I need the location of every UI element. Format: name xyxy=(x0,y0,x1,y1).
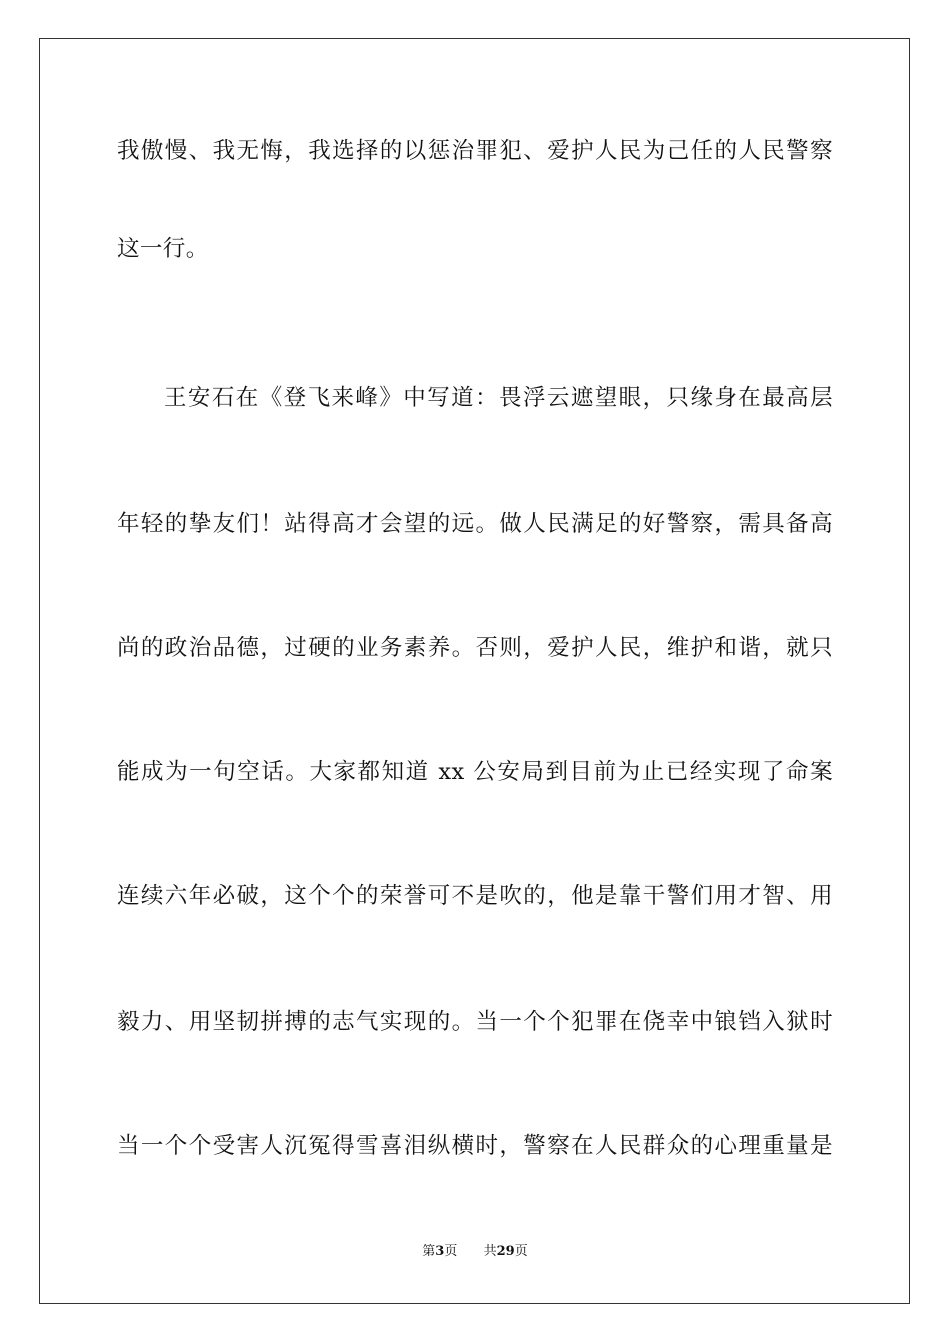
text-line-6: 能成为一句空话。大家都知道 xx 公安局到目前为止已经实现了命案 xyxy=(117,759,833,785)
text-line-7: 连续六年必破，这个个的荣誉可不是吹的，他是靠干警们用才智、用 xyxy=(117,883,833,909)
page-footer xyxy=(0,1243,950,1261)
page-border xyxy=(39,38,910,1304)
text-line-2: 这一行。 xyxy=(117,236,209,262)
text-line-3: 王安石在《登飞来峰》中写道：畏浮云遮望眼，只缘身在最高层 xyxy=(164,385,833,411)
page-suffix: 页 xyxy=(444,1244,458,1259)
page-number: 3 xyxy=(435,1244,445,1259)
total-pages: 29 xyxy=(496,1244,515,1259)
text-line-1: 我傲慢、我无悔，我选择的以惩治罪犯、爱护人民为己任的人民警察 xyxy=(117,138,833,164)
text-line-5: 尚的政治品德，过硬的业务素养。否则，爱护人民，维护和谐，就只 xyxy=(117,635,833,661)
total-suffix: 页 xyxy=(514,1244,528,1259)
text-line-9: 当一个个受害人沉冤得雪喜泪纵横时，警察在人民群众的心理重量是 xyxy=(117,1133,833,1159)
total-prefix: 共 xyxy=(483,1244,497,1259)
text-line-4: 年轻的挚友们！站得高才会望的远。做人民满足的好警察，需具备高 xyxy=(117,511,833,537)
text-line-8: 毅力、用坚韧拼搏的志气实现的。当一个个犯罪在侥幸中锒铛入狱时 xyxy=(117,1009,833,1035)
page-prefix: 第 xyxy=(422,1244,436,1259)
